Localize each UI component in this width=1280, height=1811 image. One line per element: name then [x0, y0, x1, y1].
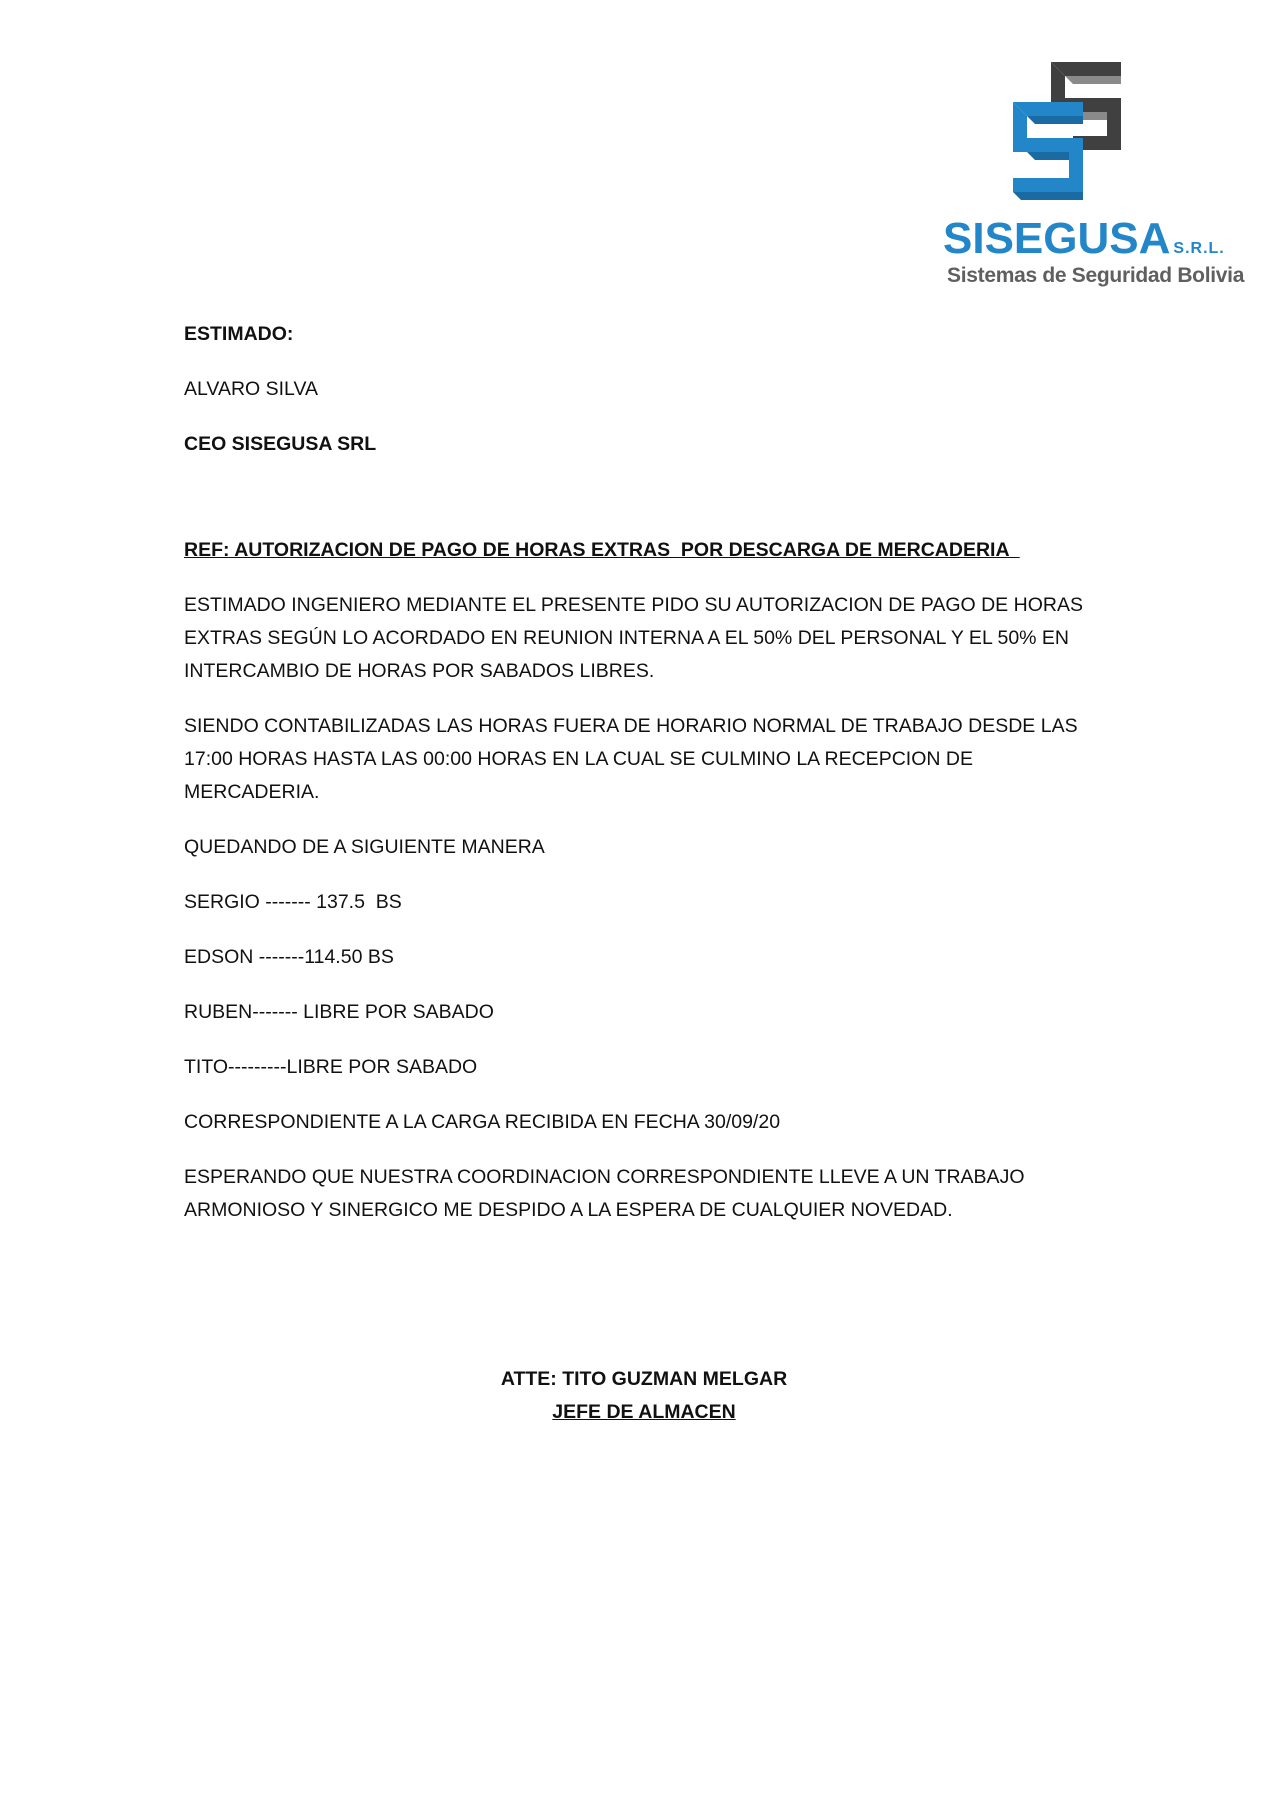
logo-company-name: SISEGUSA [943, 214, 1171, 263]
list-intro: QUEDANDO DE A SIGUIENTE MANERA [184, 836, 545, 858]
salutation-label: ESTIMADO: [184, 323, 294, 345]
signature-block [184, 1363, 1104, 1429]
signature-position: JEFE DE ALMACEN [552, 1401, 736, 1423]
logo-tagline: Sistemas de Seguridad Bolivia [947, 264, 1245, 287]
logo-wordmark [943, 214, 1225, 264]
letter-body [184, 318, 1104, 1249]
list-item: TITO---------LIBRE POR SABADO [184, 1056, 478, 1078]
recipient-title: CEO SISEGUSA SRL [184, 433, 377, 455]
reference-line: REF: AUTORIZACION DE PAGO DE HORAS EXTRAS POR DESCARGA DE MERCADERIA [184, 539, 1020, 561]
paragraph-hours: SIENDO CONTABILIZADAS LAS HORAS FUERA DE HORARIO NORMAL DE TRABAJO DESDE LAS 17:00 HORAS HASTA LAS 00:00 HORAS EN LA CUAL SE CULMINO LA RECEPCION DE MERCADERIA. [184, 715, 1078, 803]
list-item: SERGIO ------- 137.5 BS [184, 891, 402, 913]
sisegusa-logo-mark-icon [999, 58, 1139, 208]
recipient-name: ALVARO SILVA [184, 378, 319, 400]
company-logo [935, 58, 1245, 298]
list-item: RUBEN------- LIBRE POR SABADO [184, 1001, 494, 1023]
paragraph-closing: ESPERANDO QUE NUESTRA COORDINACION CORRESPONDIENTE LLEVE A UN TRABAJO ARMONIOSO Y SINERGICO ME DESPIDO A LA ESPERA DE CUALQUIER NOVEDAD. [184, 1166, 1025, 1221]
paragraph-request: ESTIMADO INGENIERO MEDIANTE EL PRESENTE PIDO SU AUTORIZACION DE PAGO DE HORAS EXTRAS SEGÚN LO ACORDADO EN REUNION INTERNA A EL 50% DEL PERSONAL Y EL 50% EN INTERCAMBIO DE HORAS POR SABADOS LIBRES. [184, 594, 1083, 682]
signature-name: ATTE: TITO GUZMAN MELGAR [500, 1368, 788, 1390]
logo-company-suffix: S.R.L. [1173, 240, 1225, 257]
list-item: EDSON -------114.50 BS [184, 946, 394, 968]
paragraph-load-date: CORRESPONDIENTE A LA CARGA RECIBIDA EN FECHA 30/09/20 [184, 1111, 781, 1133]
